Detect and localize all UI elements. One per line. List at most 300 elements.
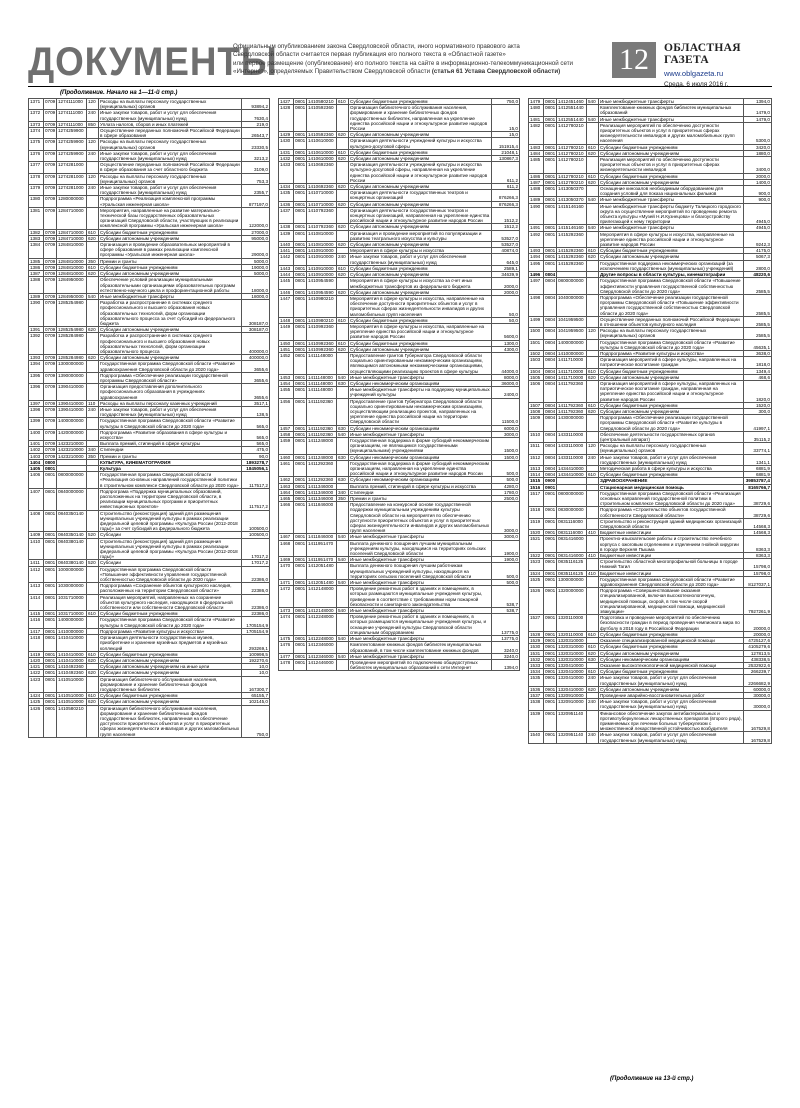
- table-row: [29, 538, 270, 560]
- row-number-cell: 1488: [529, 186, 544, 197]
- row-number-cell: 1407: [29, 488, 44, 510]
- section-code-cell: 0801: [45, 532, 56, 538]
- item-name-cell: Оказание высокотехнологичной медицинской помощи: [599, 662, 744, 668]
- target-code-cell: 1415292360: [557, 231, 587, 248]
- section-code-cell: 0801: [545, 150, 556, 156]
- item-name-cell: Иные закупки товаров, работ и услуг для обеспечения государственных (муниципальных) нужд: [599, 675, 744, 686]
- table-row: [279, 586, 520, 608]
- expense-type-cell: [587, 294, 599, 316]
- expense-type-cell: 610: [337, 99, 349, 105]
- row-number-cell: 1523: [529, 559, 544, 570]
- table-row: [279, 162, 520, 184]
- row-number-cell: 1417: [29, 628, 44, 634]
- item-name-cell: Субсидии автономным учреждениям: [349, 132, 492, 138]
- expense-type-cell: 540: [337, 557, 349, 563]
- item-name-cell: Субсидии автономным учреждениям: [599, 179, 744, 185]
- item-name-cell: Премии и гранты: [349, 496, 492, 502]
- item-name-cell: Финансовое обеспечение закупок антибактериальных и противотуберкулезных лекарственных препаратов (второго ряда), применяемых при лечении больных туберкулезом с множественной лекарственной устойчивостью возбудителя: [600, 710, 742, 732]
- item-name-cell: Проведение ремонтных работ в зданиях и помещениях, в которых размещаются муниципальные учреждения культуры, и оснащение учреждений культуры Свердловской области специальным оборудованием: [349, 614, 492, 636]
- expense-type-cell: 110: [87, 400, 99, 406]
- section-code-cell: 0801: [544, 157, 557, 174]
- section-code-cell: 0804: [545, 402, 556, 408]
- item-name-cell: Предоставление грантов Губернатора Свердловской области социально ориентированным некоммерческим организациям, являющимся автономными некоммерческими организациями, осуществляющими реализацию проектов в сфере культуры: [349, 352, 492, 374]
- expense-type-cell: 620: [87, 355, 99, 361]
- expense-type-cell: 630: [337, 477, 349, 483]
- table-row: [529, 105, 772, 116]
- row-number-cell: 1486: [529, 173, 544, 179]
- table-row: [29, 162, 270, 173]
- row-number-cell: 1514: [529, 472, 544, 478]
- section-code-cell: 0801: [44, 617, 57, 628]
- amount-cell: 30000,0: [744, 699, 772, 710]
- amount-cell: 17017,2: [242, 538, 270, 560]
- amount-cell: 4175,0: [744, 248, 772, 254]
- expense-type-cell: [337, 207, 349, 224]
- row-number-cell: 1450: [279, 340, 294, 346]
- expense-type-cell: 120: [587, 328, 599, 339]
- section-code-cell: 0801: [44, 635, 57, 652]
- amount-cell: 1900,0: [492, 540, 520, 557]
- amount-cell: 167300,7: [242, 676, 270, 693]
- section-code-cell: 0709: [44, 173, 57, 184]
- expense-type-cell: 240: [587, 454, 599, 465]
- amount-cell: 2000,0: [492, 289, 520, 295]
- amount-cell: 1845056,1: [242, 466, 270, 472]
- section-code-cell: 0804: [545, 374, 556, 380]
- row-number-cell: 1410: [29, 538, 44, 560]
- row-number-cell: 1451: [279, 346, 294, 352]
- row-number-cell: 1396: [29, 384, 44, 401]
- expense-type-cell: 630: [587, 656, 599, 662]
- target-code-cell: 1320951140: [557, 732, 587, 743]
- target-code-cell: 1410910000: [307, 248, 337, 254]
- row-number-cell: 1536: [529, 686, 544, 692]
- expense-type-cell: [587, 231, 599, 248]
- section-code-cell: 0901: [545, 662, 556, 668]
- table-row: [529, 157, 772, 174]
- item-name-cell: Подпрограмма «Развитие культуры и искусства»: [599, 350, 744, 356]
- target-code-cell: 1412780210: [557, 144, 587, 150]
- item-name-cell: Государственная программа Свердловской области «Повышение эффективности управления государственной собственностью Свердловской области до 2020 года»: [99, 566, 242, 583]
- row-number-cell: 1403: [29, 453, 44, 459]
- amount-cell: 4105279,6: [744, 644, 772, 650]
- section-code-cell: 0804: [544, 454, 557, 465]
- target-code-cell: 1390410000: [57, 406, 87, 417]
- item-name-cell: Оказание специализированной медицинской помощи: [599, 638, 744, 644]
- row-number-cell: 1439: [279, 230, 294, 241]
- amount-cell: 127813,5: [744, 650, 772, 656]
- amount-cell: 2000,0: [492, 278, 520, 289]
- target-code-cell: 1411148000: [307, 352, 337, 374]
- item-name-cell: Субсидии бюджетным учреждениям: [99, 611, 242, 617]
- target-code-cell: 1410792360: [307, 224, 337, 230]
- amount-cell: 1349,4: [744, 368, 772, 374]
- item-name-cell: Субсидии автономным учреждениям: [349, 184, 492, 190]
- amount-cell: 1479,0: [744, 105, 772, 116]
- row-number-cell: 1393: [29, 355, 44, 361]
- target-code-cell: 1411292360: [307, 477, 337, 483]
- section-code-cell: 0804: [544, 339, 557, 350]
- target-code-cell: 1031710000: [57, 594, 87, 611]
- amount-cell: 3655,6: [242, 372, 270, 383]
- table-row: [29, 705, 270, 737]
- item-name-cell: Субсидии автономным учреждениям: [99, 355, 242, 361]
- target-code-cell: 1410692360: [307, 162, 337, 184]
- row-number-cell: 1375: [29, 139, 44, 150]
- section-code-cell: 0901: [544, 675, 557, 686]
- target-code-cell: 1413050370: [557, 186, 587, 197]
- target-code-cell: 1410992360: [307, 323, 337, 340]
- item-name-cell: Субсидии бюджетным учреждениям: [599, 248, 744, 254]
- target-code-cell: 1410810000: [307, 242, 337, 248]
- section-code-cell: 0804: [544, 278, 557, 295]
- row-number-cell: 1527: [529, 615, 544, 632]
- row-number-cell: 1404: [29, 459, 44, 465]
- row-number-cell: 1381: [29, 207, 44, 229]
- expense-type-cell: [87, 361, 99, 372]
- expense-type-cell: 620: [87, 657, 99, 663]
- item-name-cell: КУЛЬТУРА, КИНЕМАТОГРАФИЯ: [99, 459, 242, 465]
- amount-cell: 1400,0: [744, 179, 772, 185]
- target-code-cell: 0800000000: [57, 472, 87, 489]
- table-row: [279, 278, 520, 289]
- section-code-cell: 0801: [294, 642, 307, 653]
- amount-cell: 48220,6: [744, 272, 772, 278]
- row-number-cell: 1384: [29, 242, 44, 259]
- section-code-cell: 0804: [545, 272, 556, 278]
- target-code-cell: 1410954590: [307, 278, 337, 289]
- amount-cell: 102145,0: [242, 699, 270, 705]
- item-name-cell: Иные закупки товаров, работ и услуг для обеспечения государственных (муниципальных) нужд: [99, 150, 242, 161]
- section-code-cell: 0801: [294, 387, 307, 398]
- expense-type-cell: [87, 242, 99, 259]
- expense-type-cell: [337, 540, 349, 557]
- target-code-cell: 1411346000: [307, 496, 337, 502]
- amount-cell: 8127037,1: [744, 576, 772, 587]
- section-code-cell: 0709: [44, 110, 57, 121]
- target-code-cell: 1411192360: [307, 425, 337, 431]
- section-code-cell: 0804: [544, 294, 557, 316]
- target-code-cell: 1410580210: [57, 705, 87, 737]
- amount-cell: 400000,0: [242, 355, 270, 361]
- target-code-cell: 1412551440: [557, 105, 587, 116]
- expense-type-cell: [337, 398, 349, 425]
- section-code-cell: 0801: [545, 197, 556, 203]
- section-code-cell: 0901: [545, 644, 556, 650]
- amount-cell: 13775,0: [492, 636, 520, 642]
- table-row: [29, 242, 270, 259]
- amount-cell: 900,0: [744, 186, 772, 197]
- section-code-cell: 0901: [544, 490, 557, 507]
- item-name-cell: Организация деятельности учреждений культуры и искусства культурно-досуговой сферы: [349, 138, 492, 149]
- target-code-cell: 1320951140: [557, 710, 587, 732]
- target-code-cell: 0835116125: [557, 570, 587, 576]
- amount-cell: 1394,0: [744, 99, 772, 105]
- item-name-cell: Государственная программа Свердловской области «Развитие здравоохранения Свердловской области до 2020 года»: [99, 361, 242, 372]
- section-code-cell: 0901: [545, 570, 556, 576]
- row-number-cell: 1521: [529, 536, 544, 553]
- row-number-cell: 1402: [29, 447, 44, 453]
- row-number-cell: 1500: [529, 328, 544, 339]
- section-code-cell: 0801: [44, 566, 57, 583]
- table-row: [279, 540, 520, 557]
- row-number-cell: 1436: [279, 201, 294, 207]
- row-number-cell: 1390: [29, 300, 44, 327]
- item-name-cell: Субсидии автономным учреждениям: [599, 650, 744, 656]
- table-row: [529, 380, 772, 402]
- expense-type-cell: 240: [587, 675, 599, 686]
- expense-type-cell: [587, 588, 599, 615]
- row-number-cell: 1392: [29, 333, 44, 355]
- amount-cell: 4300,0: [492, 346, 520, 352]
- item-name-cell: Подпрограмма «Обеспечение реализации государственной программы Свердловской области»: [99, 372, 242, 383]
- section-code-cell: 0804: [544, 380, 557, 402]
- expense-type-cell: 620: [87, 327, 99, 333]
- target-code-cell: 1285284980: [57, 355, 87, 361]
- section-code-cell: 0801: [44, 594, 57, 611]
- target-code-cell: 1274111000: [57, 121, 87, 127]
- expense-type-cell: [337, 614, 349, 636]
- target-code-cell: 1410980210: [307, 295, 337, 317]
- row-number-cell: 1455: [279, 387, 294, 398]
- amount-cell: 15,0: [492, 105, 520, 132]
- section-code-cell: 0801: [45, 651, 56, 657]
- table-row: [529, 536, 772, 553]
- item-name-cell: Выплата премий, стипендий в сфере культуры и искусства: [349, 483, 492, 489]
- section-code-cell: 0801: [45, 466, 56, 471]
- item-name-cell: Разработка и распространение в системах среднего профессионального и высшего образования новых образовательных технологий, форм организации образовательного процесса за счет субсидий из федерального бюджета: [99, 300, 242, 327]
- item-name-cell: Субсидии некоммерческим организациям: [349, 454, 492, 460]
- expense-type-cell: 350: [337, 496, 349, 502]
- row-number-cell: 1434: [279, 184, 294, 190]
- row-number-cell: 1387: [29, 271, 44, 277]
- amount-cell: 93894,2: [242, 99, 270, 110]
- expense-type-cell: 120: [87, 139, 99, 150]
- section-code-cell: 0801: [294, 105, 307, 132]
- row-number-cell: 1531: [529, 650, 544, 656]
- expense-type-cell: 340: [87, 447, 99, 453]
- section-code-cell: 0801: [545, 173, 556, 179]
- row-number-cell: 1491: [529, 225, 544, 231]
- expense-type-cell: [87, 300, 99, 327]
- item-name-cell: ЗДРАВООХРАНЕНИЕ: [599, 478, 744, 484]
- row-number-cell: 1416: [29, 617, 44, 628]
- target-code-cell: 1433110000: [557, 443, 587, 454]
- section-code-cell: 0709: [44, 99, 57, 110]
- item-name-cell: Субсидии некоммерческим организациям: [349, 425, 492, 431]
- expense-type-cell: 610: [337, 317, 349, 323]
- target-code-cell: 1410492360: [57, 664, 87, 670]
- table-row: [29, 185, 270, 196]
- item-name-cell: Организация и проведение образовательных мероприятий в сфере образования в рамках реализации комплексной программы «Уральская инженерная школа»: [99, 242, 242, 259]
- amount-cell: 27000,0: [242, 229, 270, 235]
- item-name-cell: Субсидии бюджетным учреждениям: [99, 693, 242, 699]
- amount-cell: 2000,0: [744, 173, 772, 179]
- target-code-cell: 1274111000: [57, 99, 87, 110]
- section-code-cell: 0709: [44, 429, 57, 440]
- site-url-link[interactable]: www.oblgazeta.ru: [664, 69, 724, 78]
- amount-cell: 2585,5: [744, 278, 772, 295]
- item-name-cell: Организация библиотечного обслуживания населения, формирование и хранение библиотечных фондов государственных библиотек: [99, 676, 242, 693]
- target-code-cell: 1274259900: [57, 150, 87, 161]
- target-code-cell: 1284810000: [57, 271, 87, 277]
- item-name-cell: Государственная программа Свердловской области «Развитие культуры в Свердловской области до 2020 года»: [99, 418, 242, 429]
- table-row: [529, 294, 772, 316]
- amount-cell: 475,0: [242, 447, 270, 453]
- amount-cell: 23330,5: [242, 139, 270, 150]
- expense-type-cell: 350: [87, 258, 99, 264]
- section-code-cell: 0801: [545, 254, 556, 260]
- amount-cell: 266239,7: [744, 669, 772, 675]
- item-name-cell: Подпрограмма «Сохранение объектов культурного наследия, расположенных на территории Свердловской области»: [99, 583, 242, 594]
- section-code-cell: 0801: [45, 560, 56, 566]
- amount-cell: 565,0: [242, 418, 270, 429]
- target-code-cell: 1285254980: [57, 300, 87, 327]
- item-name-cell: Строительство (реконструкция) зданий для размещения муниципальных учреждений культуры в рамках реализации федеральной целевой программы «Культура России (2012-2018 годы)» за счет субсидий из федерального бюджета: [99, 510, 242, 532]
- amount-cell: 53527,0: [492, 242, 520, 248]
- target-code-cell: 1410910000: [307, 265, 337, 271]
- amount-cell: 2585,5: [744, 294, 772, 316]
- section-code-cell: 0801: [545, 116, 556, 122]
- item-name-cell: Субсидии бюджетным учреждениям: [599, 173, 744, 179]
- expense-type-cell: [587, 536, 599, 553]
- expense-type-cell: 540: [337, 374, 349, 380]
- item-name-cell: Иные закупки товаров, работ и услуг для обеспечения государственных (муниципальных) нужд: [599, 699, 744, 710]
- amount-cell: 3655,6: [242, 361, 270, 372]
- item-name-cell: Иные межбюджетные трансферты бюджету Талицкого городского округа на осуществление мероприятий по проведению ремонта объекта культуры «Музей Н.И.Кузнецова» и благоустройству прилегающей к нему территории: [599, 203, 744, 225]
- section-code-cell: 0801: [545, 144, 556, 150]
- row-number-cell: 1376: [29, 150, 44, 161]
- section-code-cell: 0709: [45, 258, 56, 264]
- expense-type-cell: 620: [87, 235, 99, 241]
- table-row: [29, 472, 270, 489]
- target-code-cell: 1410610000: [307, 156, 337, 162]
- row-number-cell: 1493: [529, 248, 544, 254]
- section-code-cell: 0801: [295, 149, 306, 155]
- expense-type-cell: 610: [587, 144, 599, 150]
- item-name-cell: Мероприятия, направленные на развитие материально-технической базы государственных образовательных организаций Свердловской области, участвующих в реализации комплексной программы «Уральская инженерная школа»: [99, 207, 242, 229]
- section-code-cell: 0709: [44, 333, 57, 355]
- row-number-cell: 1502: [529, 350, 544, 356]
- expense-type-cell: 620: [337, 224, 349, 230]
- target-code-cell: 1411792360: [557, 380, 587, 402]
- expense-type-cell: 630: [337, 454, 349, 460]
- row-number-cell: 1443: [279, 265, 294, 271]
- row-number-cell: 1468: [279, 540, 294, 557]
- target-code-cell: 1410510000: [57, 693, 87, 699]
- table-row: [29, 128, 270, 139]
- item-name-cell: Субсидии автономным учреждениям: [349, 201, 492, 207]
- target-code-cell: 0840380140: [57, 538, 87, 560]
- item-name-cell: Организация деятельности учреждений культуры и искусства культурно-досуговой сферы, направленная на укрепление единства российской нации и этнокультурное развитие народов России: [349, 162, 492, 184]
- header-divider: [28, 86, 772, 87]
- item-name-cell: Подпрограма «Поддержка муниципальных образований, расположенных на территории Свердловской области, в реализации муниципальных программ и приоритетных инвестиционных проектов»: [99, 488, 242, 510]
- section-code-cell: 0801: [295, 477, 306, 483]
- row-number-cell: 1461: [279, 460, 294, 477]
- item-name-cell: Обеспечение деятельности государственных органов (центральный аппарат): [599, 431, 744, 442]
- item-name-cell: Государственная поддержка в форме субсидий некоммерческим организациям, не являющимся государственными (муниципальными) учреждениями: [349, 437, 492, 454]
- section-code-cell: 0709: [45, 271, 56, 277]
- section-code-cell: 0801: [295, 184, 306, 190]
- item-name-cell: Субсидии некоммерческим организациям: [349, 380, 492, 386]
- section-code-cell: 0804: [545, 368, 556, 374]
- row-number-cell: 1426: [29, 705, 44, 737]
- expense-type-cell: 540: [337, 608, 349, 614]
- row-number-cell: 1458: [279, 431, 294, 437]
- target-code-cell: 1410610000: [307, 138, 337, 149]
- section-code-cell: 0801: [44, 583, 57, 594]
- amount-cell: 8363,3: [744, 553, 772, 559]
- table-row: [29, 361, 270, 372]
- section-code-cell: 0709: [45, 121, 56, 127]
- amount-cell: 3400,0: [744, 157, 772, 174]
- amount-cell: 3638,0: [744, 350, 772, 356]
- item-name-cell: Субсидии: [99, 532, 242, 538]
- section-code-cell: 0801: [294, 540, 307, 557]
- amount-cell: 15798,0: [744, 570, 772, 576]
- section-code-cell: 0709: [45, 441, 56, 447]
- row-number-cell: 1463: [279, 483, 294, 489]
- section-code-cell: 0801: [294, 162, 307, 184]
- expense-type-cell: 610: [87, 229, 99, 235]
- row-number-cell: 1415: [29, 611, 44, 617]
- expense-type-cell: 540: [587, 99, 599, 105]
- row-number-cell: 1414: [29, 594, 44, 611]
- item-name-cell: Субсидии автономным учреждениям: [99, 670, 242, 676]
- target-code-cell: 1430000000: [557, 415, 587, 432]
- item-name-cell: Иные межбюджетные трансферты: [349, 653, 492, 659]
- item-name-cell: Предоставление на конкурсной основе государственной поддержки муниципальным учреждениям культуры Свердловской области на мероприятия по обеспечению доступности приоритетных объектов и услуг в приоритетных сферах жизнедеятельности инвалидов и других маломобильных групп населения: [349, 502, 492, 534]
- amount-cell: 6881,9: [744, 466, 772, 472]
- table-row: [279, 659, 520, 670]
- target-code-cell: 1284950000: [57, 293, 87, 299]
- item-name-cell: Организация и проведение мероприятий по популяризации и развитию театрального искусства и культуры: [349, 230, 492, 241]
- amount-cell: 6000,0: [492, 425, 520, 431]
- section-code-cell: 0801: [294, 352, 307, 374]
- target-code-cell: 1412780210: [557, 150, 587, 156]
- target-code-cell: 1423210000: [57, 441, 87, 447]
- expense-type-cell: 620: [587, 179, 599, 185]
- target-code-cell: 1411248000: [307, 437, 337, 454]
- expense-type-cell: [337, 437, 349, 454]
- expense-type-cell: 850: [87, 121, 99, 127]
- expense-type-cell: 540: [337, 580, 349, 586]
- section-code-cell: 0801: [44, 676, 57, 693]
- item-name-cell: Государственная программа Свердловской области «Развитие культуры в Свердловской области до 2020 года»: [599, 339, 744, 350]
- row-number-cell: 1530: [529, 644, 544, 650]
- item-name-cell: Субсидии автономным учреждениям: [99, 235, 242, 241]
- row-number-cell: 1470: [279, 563, 294, 580]
- table-row: [529, 328, 772, 339]
- row-number-cell: 1389: [29, 293, 44, 299]
- target-code-cell: 1040000000: [557, 294, 587, 316]
- row-number-cell: 1425: [29, 699, 44, 705]
- expense-type-cell: 410: [587, 530, 599, 536]
- row-number-cell: 1377: [29, 162, 44, 173]
- section-code-cell: 0709: [45, 400, 56, 406]
- expense-type-cell: 520: [87, 532, 99, 538]
- item-name-cell: Подготовка и проведение мероприятий по обеспечению безопасности граждан в период проведения чемпионата мира по футболу в 2018 году в Российской Федерации: [599, 615, 744, 632]
- item-name-cell: Проведение аварийно-восстановительных работ: [599, 692, 744, 698]
- table-row: [529, 699, 772, 710]
- amount-cell: 53527,0: [492, 230, 520, 241]
- item-name-cell: Субсидии бюджетным учреждениям: [99, 651, 242, 657]
- amount-cell: 34639,9: [492, 272, 520, 278]
- row-number-cell: 1496: [529, 272, 544, 278]
- expense-type-cell: 410: [587, 570, 599, 576]
- section-code-cell: 0709: [44, 128, 57, 139]
- item-name-cell: Субсидии автономным учреждениям: [99, 657, 242, 663]
